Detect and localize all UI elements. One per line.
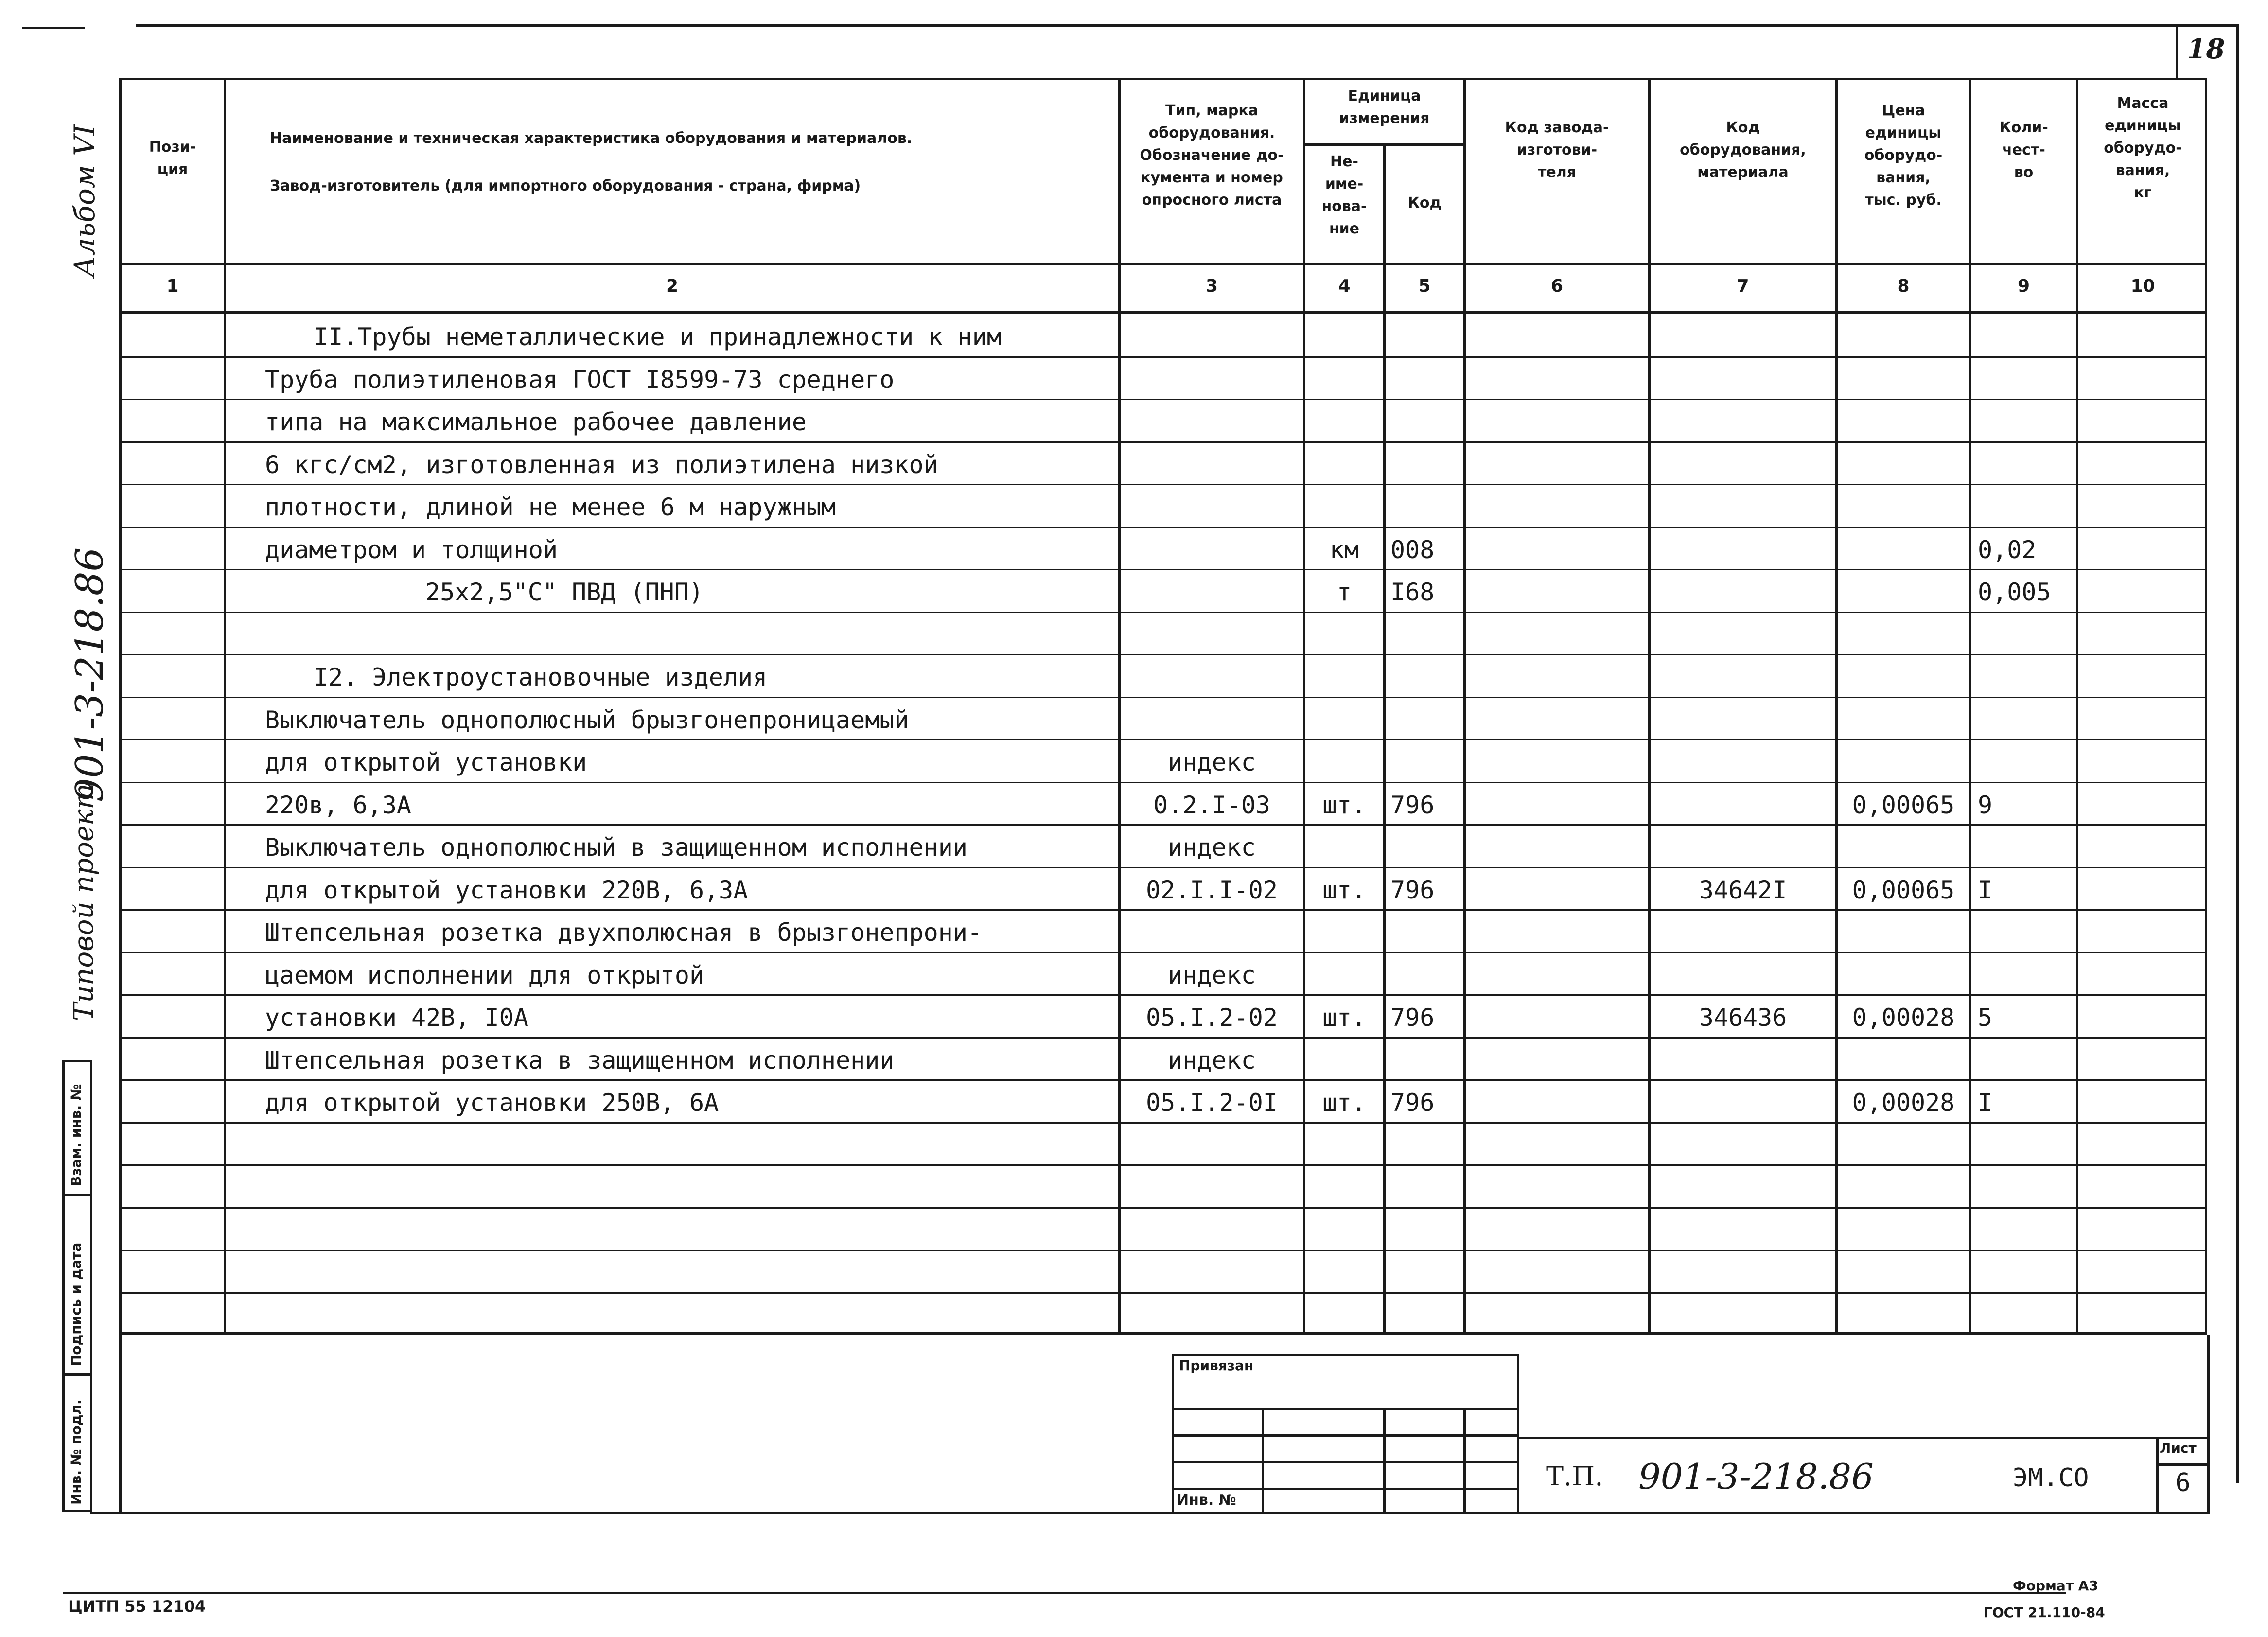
cell-price: 0,00065 (1852, 791, 1955, 819)
column-number: 8 (1897, 276, 1910, 296)
cell-unit: шт. (1322, 876, 1367, 904)
cell-type: 05.I.2-0I (1146, 1089, 1278, 1117)
stamp-strip-bottom (62, 1510, 91, 1512)
row-line (119, 654, 2207, 655)
top-left-mark (22, 27, 85, 29)
cell-name: установки 42В, I0А (265, 1003, 528, 1032)
row-line (119, 824, 2207, 826)
cell-name: Штепсельная розетка двухполюсная в брызгонепрони- (265, 918, 983, 947)
cell-name: для открытой установки 220В, 6,3А (265, 876, 748, 904)
cell-type: индекс (1168, 1046, 1256, 1074)
row-line (119, 952, 2207, 953)
unit-group-divider (1303, 143, 1466, 146)
stamp-div-1 (62, 1194, 91, 1196)
stamp-div-2 (62, 1373, 91, 1376)
cell-price: 0,00028 (1852, 1089, 1955, 1117)
cell-qty: 0,005 (1978, 578, 2051, 606)
header-unit-group: Единица измерения (1339, 88, 1430, 127)
stamp-strip-left (62, 1060, 65, 1512)
cell-unit: шт. (1322, 1003, 1367, 1032)
row-line (119, 612, 2207, 613)
cell-ucode: 796 (1390, 1003, 1435, 1032)
privyazan-col-2 (1383, 1408, 1386, 1514)
project-type-label: Типовой проект (68, 783, 100, 1021)
top-border-line (136, 24, 2236, 27)
column-number: 9 (2017, 276, 2030, 296)
cell-name: Труба полиэтиленовая ГОСТ I8599-73 среднего (265, 365, 895, 394)
cell-qty: 9 (1978, 791, 1993, 819)
header-type: Тип, марка оборудования. Обозначение до- кумента и номер опросного листа (1140, 102, 1284, 209)
table-row (119, 1122, 2207, 1165)
cell-name: для открытой установки (265, 748, 587, 776)
table-row (119, 612, 2207, 654)
frame-left (119, 1335, 122, 1514)
tp-label: Т.П. (1546, 1461, 1603, 1492)
row-line (119, 994, 2207, 996)
cell-qty: I (1978, 1089, 1993, 1117)
page-number-box-right (2236, 24, 2239, 1483)
footer-gost: ГОСТ 21.110-84 (1984, 1604, 2105, 1620)
cell-name: плотности, длиной не менее 6 м наружным (265, 493, 836, 521)
sheet-number: 6 (2175, 1468, 2191, 1497)
row-line (119, 1292, 2207, 1294)
row-line (119, 739, 2207, 740)
column-number: 5 (1418, 276, 1431, 296)
row-line (119, 1250, 2207, 1251)
header-position: Пози- ция (149, 139, 196, 178)
row-line (119, 356, 2207, 358)
header-price: Цена единицы оборудо- вания, тыс. руб. (1864, 102, 1943, 209)
row-line (119, 1079, 2207, 1081)
stamp-vzam-label: Взам. инв. № (68, 1084, 84, 1186)
cell-price: 0,00028 (1852, 1003, 1955, 1032)
page-number: 18 (2187, 33, 2225, 65)
cell-name: 220в, 6,3А (265, 791, 412, 819)
row-line (119, 909, 2207, 911)
project-code-side: 901-3-218.86 (68, 547, 112, 802)
cell-ucode: 008 (1390, 535, 1435, 564)
cell-name: I2. Электроустановочные изделия (314, 663, 768, 691)
stamp-inv-label: Инв. № подл. (68, 1399, 84, 1505)
row-line (119, 867, 2207, 868)
cell-unit: шт. (1322, 1089, 1367, 1117)
header-unit-name: Не- име- нова- ние (1321, 153, 1367, 237)
privyazan-row-3 (1172, 1461, 1519, 1463)
column-number: 4 (1338, 276, 1351, 296)
cell-price: 0,00065 (1852, 876, 1955, 904)
sheet-box-divider (2156, 1463, 2210, 1466)
cell-equip: 34642I (1699, 876, 1787, 904)
row-line (119, 1164, 2207, 1166)
frame-right (2207, 1335, 2210, 1514)
column-number: 2 (666, 276, 679, 296)
table-row (119, 1292, 2207, 1335)
row-line (119, 697, 2207, 698)
cell-qty: 5 (1978, 1003, 1993, 1032)
privyazan-col-3 (1463, 1408, 1466, 1514)
cell-unit: т (1336, 578, 1352, 606)
cell-name: II.Трубы неметаллические и принадлежности к ним (314, 323, 1002, 351)
column-number: 7 (1737, 276, 1749, 296)
privyazan-row-2 (1172, 1434, 1519, 1437)
header-unit-code: Код (1407, 194, 1442, 211)
frame-bottom (90, 1512, 2210, 1514)
row-line (119, 1207, 2207, 1209)
cell-ucode: 796 (1390, 791, 1435, 819)
tp-code: 901-3-218.86 (1638, 1456, 1874, 1497)
row-line (119, 782, 2207, 783)
album-label: Альбом VI (68, 124, 101, 277)
cell-name: Выключатель однополюсный в защищенном исполнении (265, 833, 967, 862)
row-line (119, 441, 2207, 443)
cell-unit: шт. (1322, 791, 1367, 819)
title-block-top (1517, 1437, 2207, 1439)
header-name-line1: Наименование и техническая характеристика оборудования и материалов. (270, 130, 913, 147)
stamp-strip-top (62, 1060, 91, 1062)
row-line (119, 484, 2207, 485)
stamp-strip-right (90, 1060, 92, 1512)
cell-name: Штепсельная розетка в защищенном исполнении (265, 1046, 895, 1074)
cell-ucode: I68 (1390, 578, 1435, 606)
header-bottom-line (119, 263, 2207, 265)
row-line (119, 527, 2207, 528)
header-equipment-code: Код оборудования, материала (1680, 119, 1806, 181)
cell-ucode: 796 (1390, 876, 1435, 904)
header-maker-code: Код завода- изготови- теля (1505, 119, 1609, 181)
row-line (119, 1122, 2207, 1124)
table-row (119, 1207, 2207, 1250)
header-quantity: Коли- чест- во (1999, 119, 2048, 181)
column-number: 10 (2130, 276, 2155, 296)
cell-type: индекс (1168, 748, 1256, 776)
cell-name: цаемом исполнении для открытой (265, 961, 704, 989)
row-line (119, 569, 2207, 570)
doc-mark: ЭМ.СО (2013, 1463, 2089, 1493)
cell-qty: 0,02 (1978, 535, 2037, 564)
column-number: 1 (166, 276, 179, 296)
header-name-line2: Завод-изготовитель (для импортного оборудования - страна, фирма) (270, 177, 861, 194)
footer-line (63, 1592, 2066, 1594)
cell-type: индекс (1168, 833, 1256, 862)
column-number: 3 (1205, 276, 1218, 296)
sheet-label: Лист (2160, 1440, 2197, 1456)
cell-qty: I (1978, 876, 1993, 904)
cell-name: 25x2,5"С" ПВД (ПНП) (425, 578, 703, 606)
cell-type: 02.I.I-02 (1146, 876, 1278, 904)
privyazan-row-4 (1172, 1488, 1519, 1490)
privyazan-label: Привязан (1179, 1357, 1254, 1373)
cell-type: 0.2.I-03 (1153, 791, 1270, 819)
header-mass: Масса единицы оборудо- вания, кг (2104, 95, 2182, 201)
table-row (119, 1250, 2207, 1292)
privyazan-row-1 (1172, 1408, 1519, 1410)
cell-name: 6 кгс/см2, изготовленная из полиэтилена низкой (265, 450, 938, 479)
footer-left: ЦИТП 55 12104 (68, 1597, 206, 1616)
cell-ucode: 796 (1390, 1089, 1435, 1117)
privyazan-col-1 (1262, 1408, 1264, 1514)
cell-name: для открытой установки 250В, 6А (265, 1089, 719, 1117)
cell-name: диаметром и толщиной (265, 535, 558, 564)
column-number: 6 (1550, 276, 1564, 296)
cell-unit: км (1329, 535, 1359, 564)
stamp-signature-label: Подпись и дата (68, 1242, 84, 1366)
cell-name: Выключатель однополюсный брызгонепроницаемый (265, 705, 909, 734)
row-line (119, 399, 2207, 400)
row-line (119, 1037, 2207, 1039)
footer-format: Формат А3 (2013, 1578, 2098, 1594)
cell-equip: 346436 (1699, 1003, 1787, 1032)
cell-name: типа на максимальное рабочее давление (265, 408, 807, 436)
cell-type: 05.I.2-02 (1146, 1003, 1278, 1032)
table-row (119, 1164, 2207, 1207)
cell-type: индекс (1168, 961, 1256, 989)
inv-no-label: Инв. № (1177, 1492, 1236, 1509)
